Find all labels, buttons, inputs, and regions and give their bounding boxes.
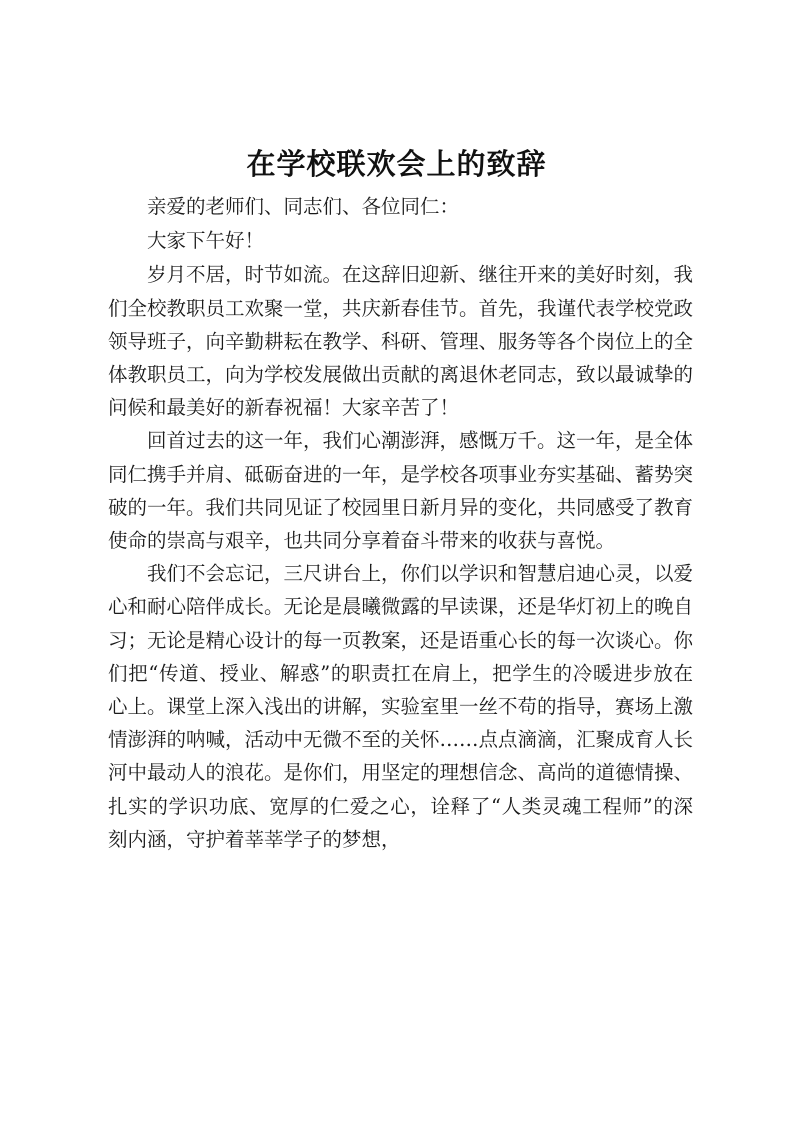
body-paragraph: 回首过去的这一年，我们心潮澎湃，感慨万千。这一年，是全体同仁携手并肩、砥砺奋进的一年，是学校各项事业夯实基础、蓄势突破的一年。我们共同见证了校园里日新月异的变化，共同感受了教育使命的崇高与艰辛，也共同分享着奋斗带来的收获与喜悦。 [108,429,694,553]
salutation-paragraph: 亲爱的老师们、同志们、各位同仁： [147,195,460,218]
document-body [108,190,693,856]
greeting-paragraph: 大家下午好！ [147,229,265,253]
document-title: 在学校联欢会上的致辞 [246,147,547,181]
body-paragraph: 岁月不居，时节如流。在这辞旧迎新、继往开来的美好时刻，我们全校教职员工欢聚一堂，共庆新春佳节。首先，我谨代表学校党政领导班子，向辛勤耕耘在教学、科研、管理、服务等各个岗位上的全体教职员工，向为学校发展做出贡献的离退休老同志，致以最诚挚的问候和最美好的新春祝福！大家辛苦了！ [108,263,694,420]
body-paragraph: 我们不会忘记，三尺讲台上，你们以学识和智慧启迪心灵，以爱心和耐心陪伴成长。无论是晨曦微露的早读课，还是华灯初上的晚自习；无论是精心设计的每一页教案，还是语重心长的每一次谈心。你们把“传道、授业、解惑”的职责扛在肩上，把学生的冷暖进步放在心上。课堂上深入浅出的讲解，实验室里一丝不苟的指导，赛场上激情澎湃的呐喊，活动中无微不至的关怀……点点滴滴，汇聚成育人长河中最动人的浪花。是你们，用坚定的理想信念、高尚的道德情操、扎实的学识功底、宽厚的仁爱之心，诠释了“人类灵魂工程师”的深刻内涵，守护着莘莘学子的梦想， [108,562,694,851]
